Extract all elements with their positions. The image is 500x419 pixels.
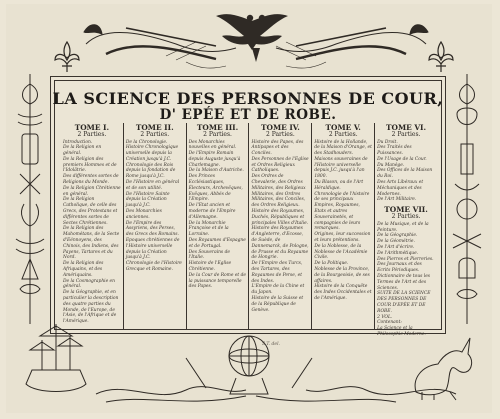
- fleur-de-lis-right-ornament: [426, 40, 456, 74]
- column-heading: TOME IV.: [261, 123, 300, 132]
- column-heading: TOME VI.: [386, 123, 427, 132]
- column-parts-secondary: 2 Parties.: [391, 213, 421, 221]
- left-trophy-column-ornament: [10, 74, 50, 324]
- column-tome-5: [311, 123, 374, 329]
- column-tome-3: [186, 123, 249, 329]
- ship-icon: [26, 370, 86, 392]
- fleur-de-lis-left-ornament: [52, 40, 82, 74]
- bottom-ornament-band: [6, 304, 492, 409]
- eagle-trophy-ornament: [66, 4, 446, 76]
- column-tome-6-7: [374, 123, 437, 337]
- column-contents: De la Chronologie. Histoire Chronologique universelle depuis la Création jusqu'à J.C. Chronologie des Rois depuis la fondation de Rome jusqu'à J.C. De l'Histoire en général et de son utilité. De l'Histoire Sainte depuis la Création jusqu'à J.C. Des Monarchies anciennes. De l'Empire des Assyriens, des Perses, des Grecs des Romains. Epoques chrétiennes de l'Histoire universelle depuis la Création jusqu'à J.C. Chronologie de l'Histoire Grecque et Romaine.: [125, 139, 182, 273]
- title-line-2: D' EPÉE ET DE ROBE.: [159, 107, 337, 123]
- title-line-1: LA SCIENCE DES PERSONNES DE COUR,: [52, 89, 444, 108]
- right-trophy-column-ornament: [447, 74, 487, 324]
- column-heading-secondary: TOME VII.: [384, 205, 428, 215]
- column-heading: TOME I.: [74, 123, 110, 132]
- column-contents: Histoire des Papes, des Antipapes et des Conciles. Des Personnes de l'Eglise et Ordres Religieux Catholiques. Des Ordres de Chevalerie, des Ordres Militaires, des Religieux Militaires, des Ordres Militaires, des Conciles, des Ordres Religieux. Histoire des Royaumes, Duchés, Républiques et principales Villes d'Italie. Histoire des Royaumes d'Angleterre, d'Ecosse, de Suède, de Dannemarck, de Pologne, de Prusse et du Royaume de Hongrie. De l'Empire des Turcs, des Tartares, des Royaumes de Perse, et des Indes. L'Empire de la Chine et du Japon. Histoire de la Suisse et de la République de Genève.: [251, 139, 309, 313]
- engraver-signature: S.T. del.: [262, 342, 280, 347]
- volume-columns: [61, 123, 437, 337]
- column-contents: Du Droit. Des Traités des Puissances. De l'Usage de la Cour. Du Manège. Des Offices de la Maison du Roi. Des Arts Libéraux et Méchaniques et des Modernes. De l'Art Militaire.: [377, 139, 433, 203]
- column-parts: 2 Parties.: [77, 131, 107, 138]
- column-parts: 2 Parties.: [203, 131, 232, 138]
- column-parts: 2 Parties.: [328, 131, 358, 138]
- column-heading: TOME II.: [135, 123, 174, 132]
- column-contents: Histoire de la Hollande, de la Maison d'Orange, et des Stadhouders. Maisons souveraines de l'Histoire universelle depuis J.C. jusqu'à l'an 1800. Du Blason, ou de l'Art Héraldique. Chronologie de l'histoire de ses principaux Empires, Royaumes, Etats et autres Souverainetés, et compagnies de leurs remarques. Origines, leur succession et leurs prétentions. De la Noblesse, de la Noblesse de l'Académie Civile. De la Politique. Noblesse de la Province, de la Bourgeoisie, de ses affaires. Histoire de la Conquête des Indes Occidentales et de l'Amérique.: [314, 139, 372, 302]
- column-heading: TOME III.: [196, 123, 239, 132]
- column-contents-secondary: De la Musique, et de la Peinture. De la Géographie. De la Géométrie. De l'Art d'écrire. De l'Arithmétique. Des Pierres et Pierreries. Des Journaux et des Ecrits Périodiques. Dictionnaire de tous les Termes de l'Art et des Sciences. SUITE DE LA SCIENCE DES PERSONNES DE COUR D'EPÉE ET DE ROBE. 2 VOL. Contenant: La Science et la Philosophie Moderne.: [377, 221, 434, 337]
- column-tome-2: [123, 123, 186, 329]
- engraved-sheet: [6, 4, 492, 413]
- column-parts: 2 Parties.: [391, 131, 421, 138]
- column-tome-4: [248, 123, 311, 329]
- column-parts: 2 Parties.: [265, 131, 295, 138]
- column-parts: 2 Parties.: [140, 131, 170, 138]
- column-contents: Introduction. De la Religion en général. De la Religion des premiers Hommes et de l'Idolâtrie. Des différentes sortes de Religions du Monde. De la Religion Chrétienne en général. De la Religion Catholique, de celle des Grecs, des Protestans et différentes sortes de Sectes Chrétiennes. De la Religion des Mahométans, de la Secte d'Eénnoyens, des Chinois, des Indiens, des Payens, Tartares et du Nord. De la Religion des Afriquains, et des Amériquains. De la Cosmographie en général. De la Géographie, et en particulier la description des quatre parties du Monde, de l'Europe, de l'Asie, de l'Afrique et de l'Amérique.: [63, 139, 121, 325]
- column-heading: TOME V.: [325, 123, 361, 132]
- column-tome-1: [61, 123, 123, 329]
- contents-frame: [50, 76, 446, 337]
- column-contents: Des Monarchies nouvelles en général. De l'Empire Romain depuis Auguste jusqu'à Charlemagne. De la Maison d'Autriche. Des Princes Ecclésiastiques, Électeurs, Archevêques, Evêques, Abbés de l'Empire. De l'Etat ancien et moderne de l'Empire d'Allemagne. De la Monarchie Françoise et de la Lorraine. Des Royaumes d'Espagne et de Portugal. Des Souverains de l'Italie. Histoire de l'Eglise Chrétienne. De la Cour de Rome et de la puissance temporelle des Papes.: [188, 139, 246, 290]
- unicorn-icon: [415, 338, 472, 395]
